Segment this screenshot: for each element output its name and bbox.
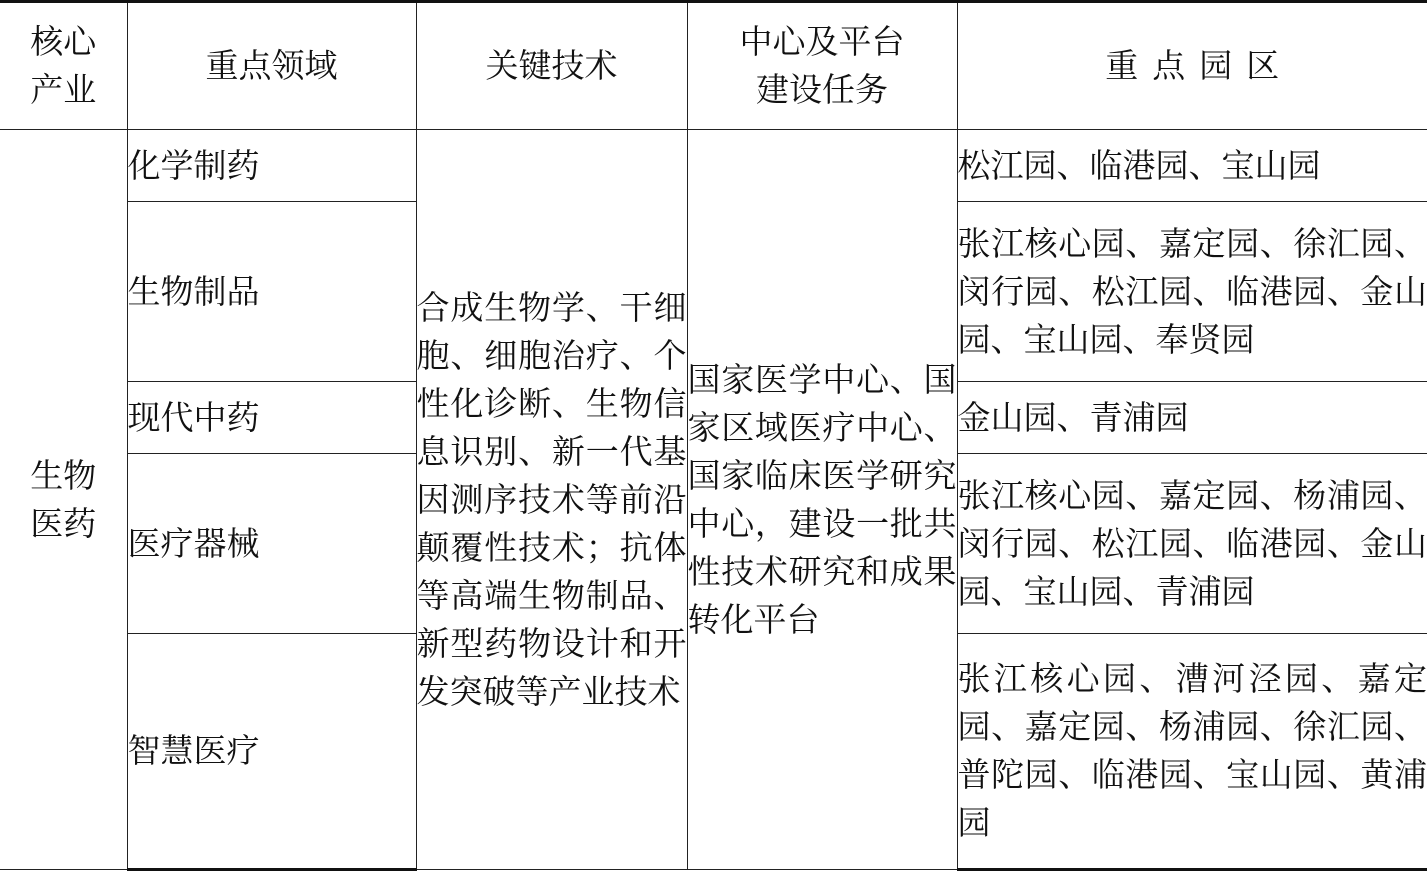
- parks-cell: 金山园、青浦园: [957, 382, 1427, 454]
- area-cell: 化学制药: [127, 130, 416, 202]
- header-key-parks: [957, 2, 1427, 130]
- parks-cell: 张江核心园、漕河泾园、嘉定园、嘉定园、杨浦园、徐汇园、普陀园、临港园、宝山园、黄浦园: [957, 634, 1427, 870]
- header-key-areas: [127, 2, 416, 130]
- area-cell: 生物制品: [127, 202, 416, 382]
- area-cell: 医疗器械: [127, 454, 416, 634]
- key-technologies-cell: 合成生物学、干细胞、细胞治疗、个性化诊断、生物信息识别、新一代基因测序技术等前沿颠覆性技术；抗体等高端生物制品、新型药物设计和开发突破等产业技术: [416, 130, 687, 870]
- center-platform-cell: 国家医学中心、国家区域医疗中心、国家临床医学研究中心，建设一批共性技术研究和成果转化平台: [687, 130, 957, 870]
- core-industry-cell: [0, 130, 127, 870]
- header-row: [0, 2, 1427, 130]
- parks-cell: 张江核心园、嘉定园、徐汇园、闵行园、松江园、临港园、金山园、宝山园、奉贤园: [957, 202, 1427, 382]
- parks-cell: 松江园、临港园、宝山园: [957, 130, 1427, 202]
- area-cell: 现代中药: [127, 382, 416, 454]
- header-key-areas-label: 重点领域: [205, 46, 338, 85]
- header-center-tasks-label: 中心及平台建设任务: [739, 22, 905, 109]
- area-cell: 智慧医疗: [127, 634, 416, 870]
- header-key-tech: [416, 2, 687, 130]
- parks-cell: 张江核心园、嘉定园、杨浦园、闵行园、松江园、临港园、金山园、宝山园、青浦园: [957, 454, 1427, 634]
- core-industry-label: 生物医药: [30, 455, 97, 543]
- header-key-parks-label: 重点园区: [1105, 46, 1294, 85]
- table-row: [0, 130, 1427, 202]
- header-center-tasks: [687, 2, 957, 130]
- header-key-tech-label: 关键技术: [485, 46, 618, 85]
- header-core-industry: [0, 2, 127, 130]
- header-core-industry-label: 核心产业: [30, 22, 97, 109]
